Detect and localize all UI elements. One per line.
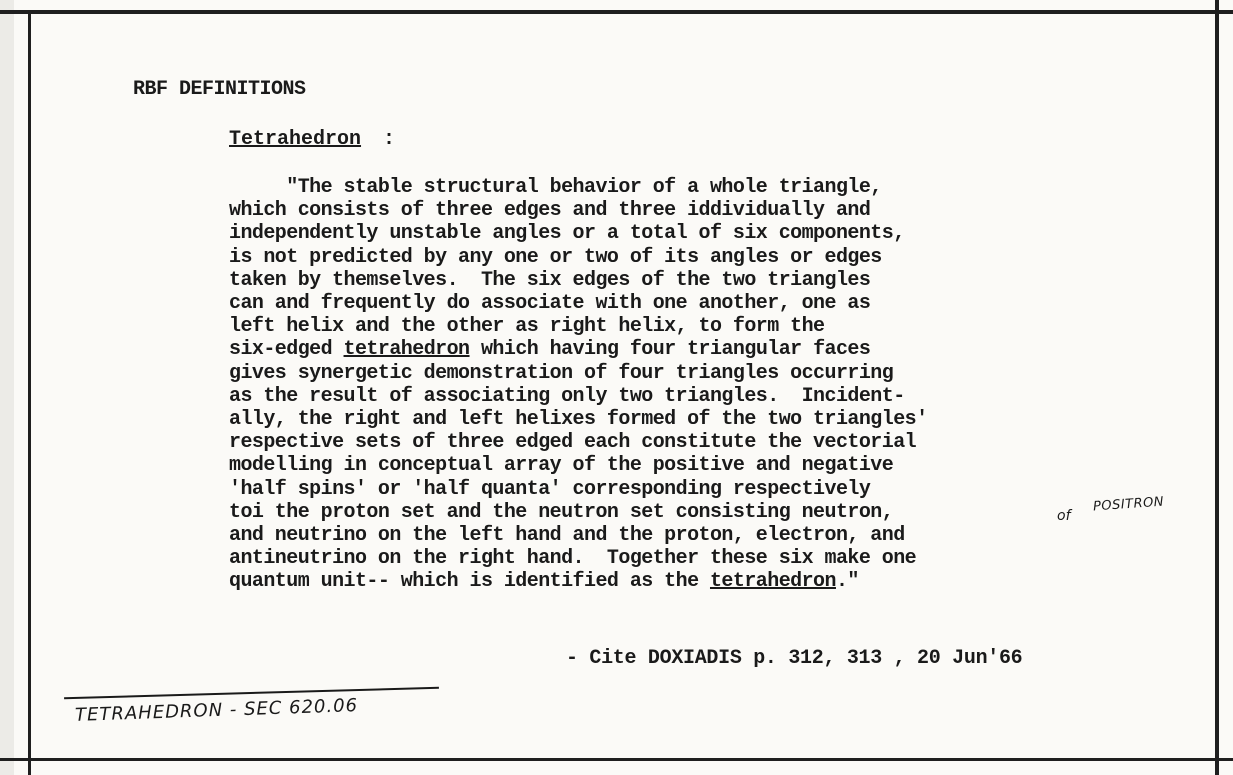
definition-quote [229, 176, 928, 594]
quote-line: as the result of associating only two triangles. Incident- [229, 384, 905, 408]
underlined-term: tetrahedron [343, 338, 470, 362]
quote-line: ." [835, 570, 859, 594]
card-left-border [28, 10, 31, 775]
quote-line: can and frequently do associate with one another, one as [229, 292, 871, 316]
handwritten-insertion: POSITRON [1092, 494, 1165, 515]
quote-line: quantum unit-- which is identified as the [229, 570, 710, 594]
quote-line: and neutrino on the left hand and the proton, electron, and [229, 524, 905, 548]
quote-line: independently unstable angles or a total of six components, [229, 222, 905, 246]
citation: - Cite DOXIADIS p. 312, 313 , 20 Jun'66 [566, 647, 1023, 670]
scan-edge [0, 0, 14, 775]
handwritten-caret: of [1057, 508, 1071, 524]
quote-line: "The stable structural behavior of a whole triangle, [229, 176, 882, 199]
quote-line: left helix and the other as right helix, to form the [229, 315, 825, 339]
card-right-border [1215, 0, 1219, 775]
quote-line: which having four triangular faces [469, 338, 871, 362]
quote-line: six-edged [229, 338, 344, 362]
quote-line: respective sets of three edged each constitute the vectorial [229, 431, 917, 455]
quote-line: 'half spins' or 'half quanta' corresponding respectively [229, 477, 871, 501]
quote-line: ally, the right and left helixes formed of the two triangles' [229, 408, 928, 432]
quote-line: modelling in conceptual array of the positive and negative [229, 454, 894, 478]
quote-line: taken by themselves. The six edges of the two triangles [229, 268, 871, 292]
definition-term-colon: : [383, 128, 396, 151]
quote-line: toi the proton set and the neutron set consisting neutron, [229, 500, 894, 524]
handwritten-reference: TETRAHEDRON - SEC 620.06 [74, 695, 359, 726]
card-top-border [0, 10, 1233, 14]
quote-line: gives synergetic demonstration of four triangles occurring [229, 361, 894, 385]
card-bottom-border [0, 758, 1233, 761]
quote-line: which consists of three edges and three iddividually and [229, 199, 871, 223]
quote-line: is not predicted by any one or two of its angles or edges [229, 245, 882, 269]
quote-line: antineutrino on the right hand. Together these six make one [229, 547, 917, 571]
document-heading: RBF DEFINITIONS [133, 78, 306, 101]
handwritten-reference-line [64, 687, 439, 699]
underlined-term: tetrahedron [709, 570, 836, 594]
definition-term: Tetrahedron [229, 128, 362, 151]
